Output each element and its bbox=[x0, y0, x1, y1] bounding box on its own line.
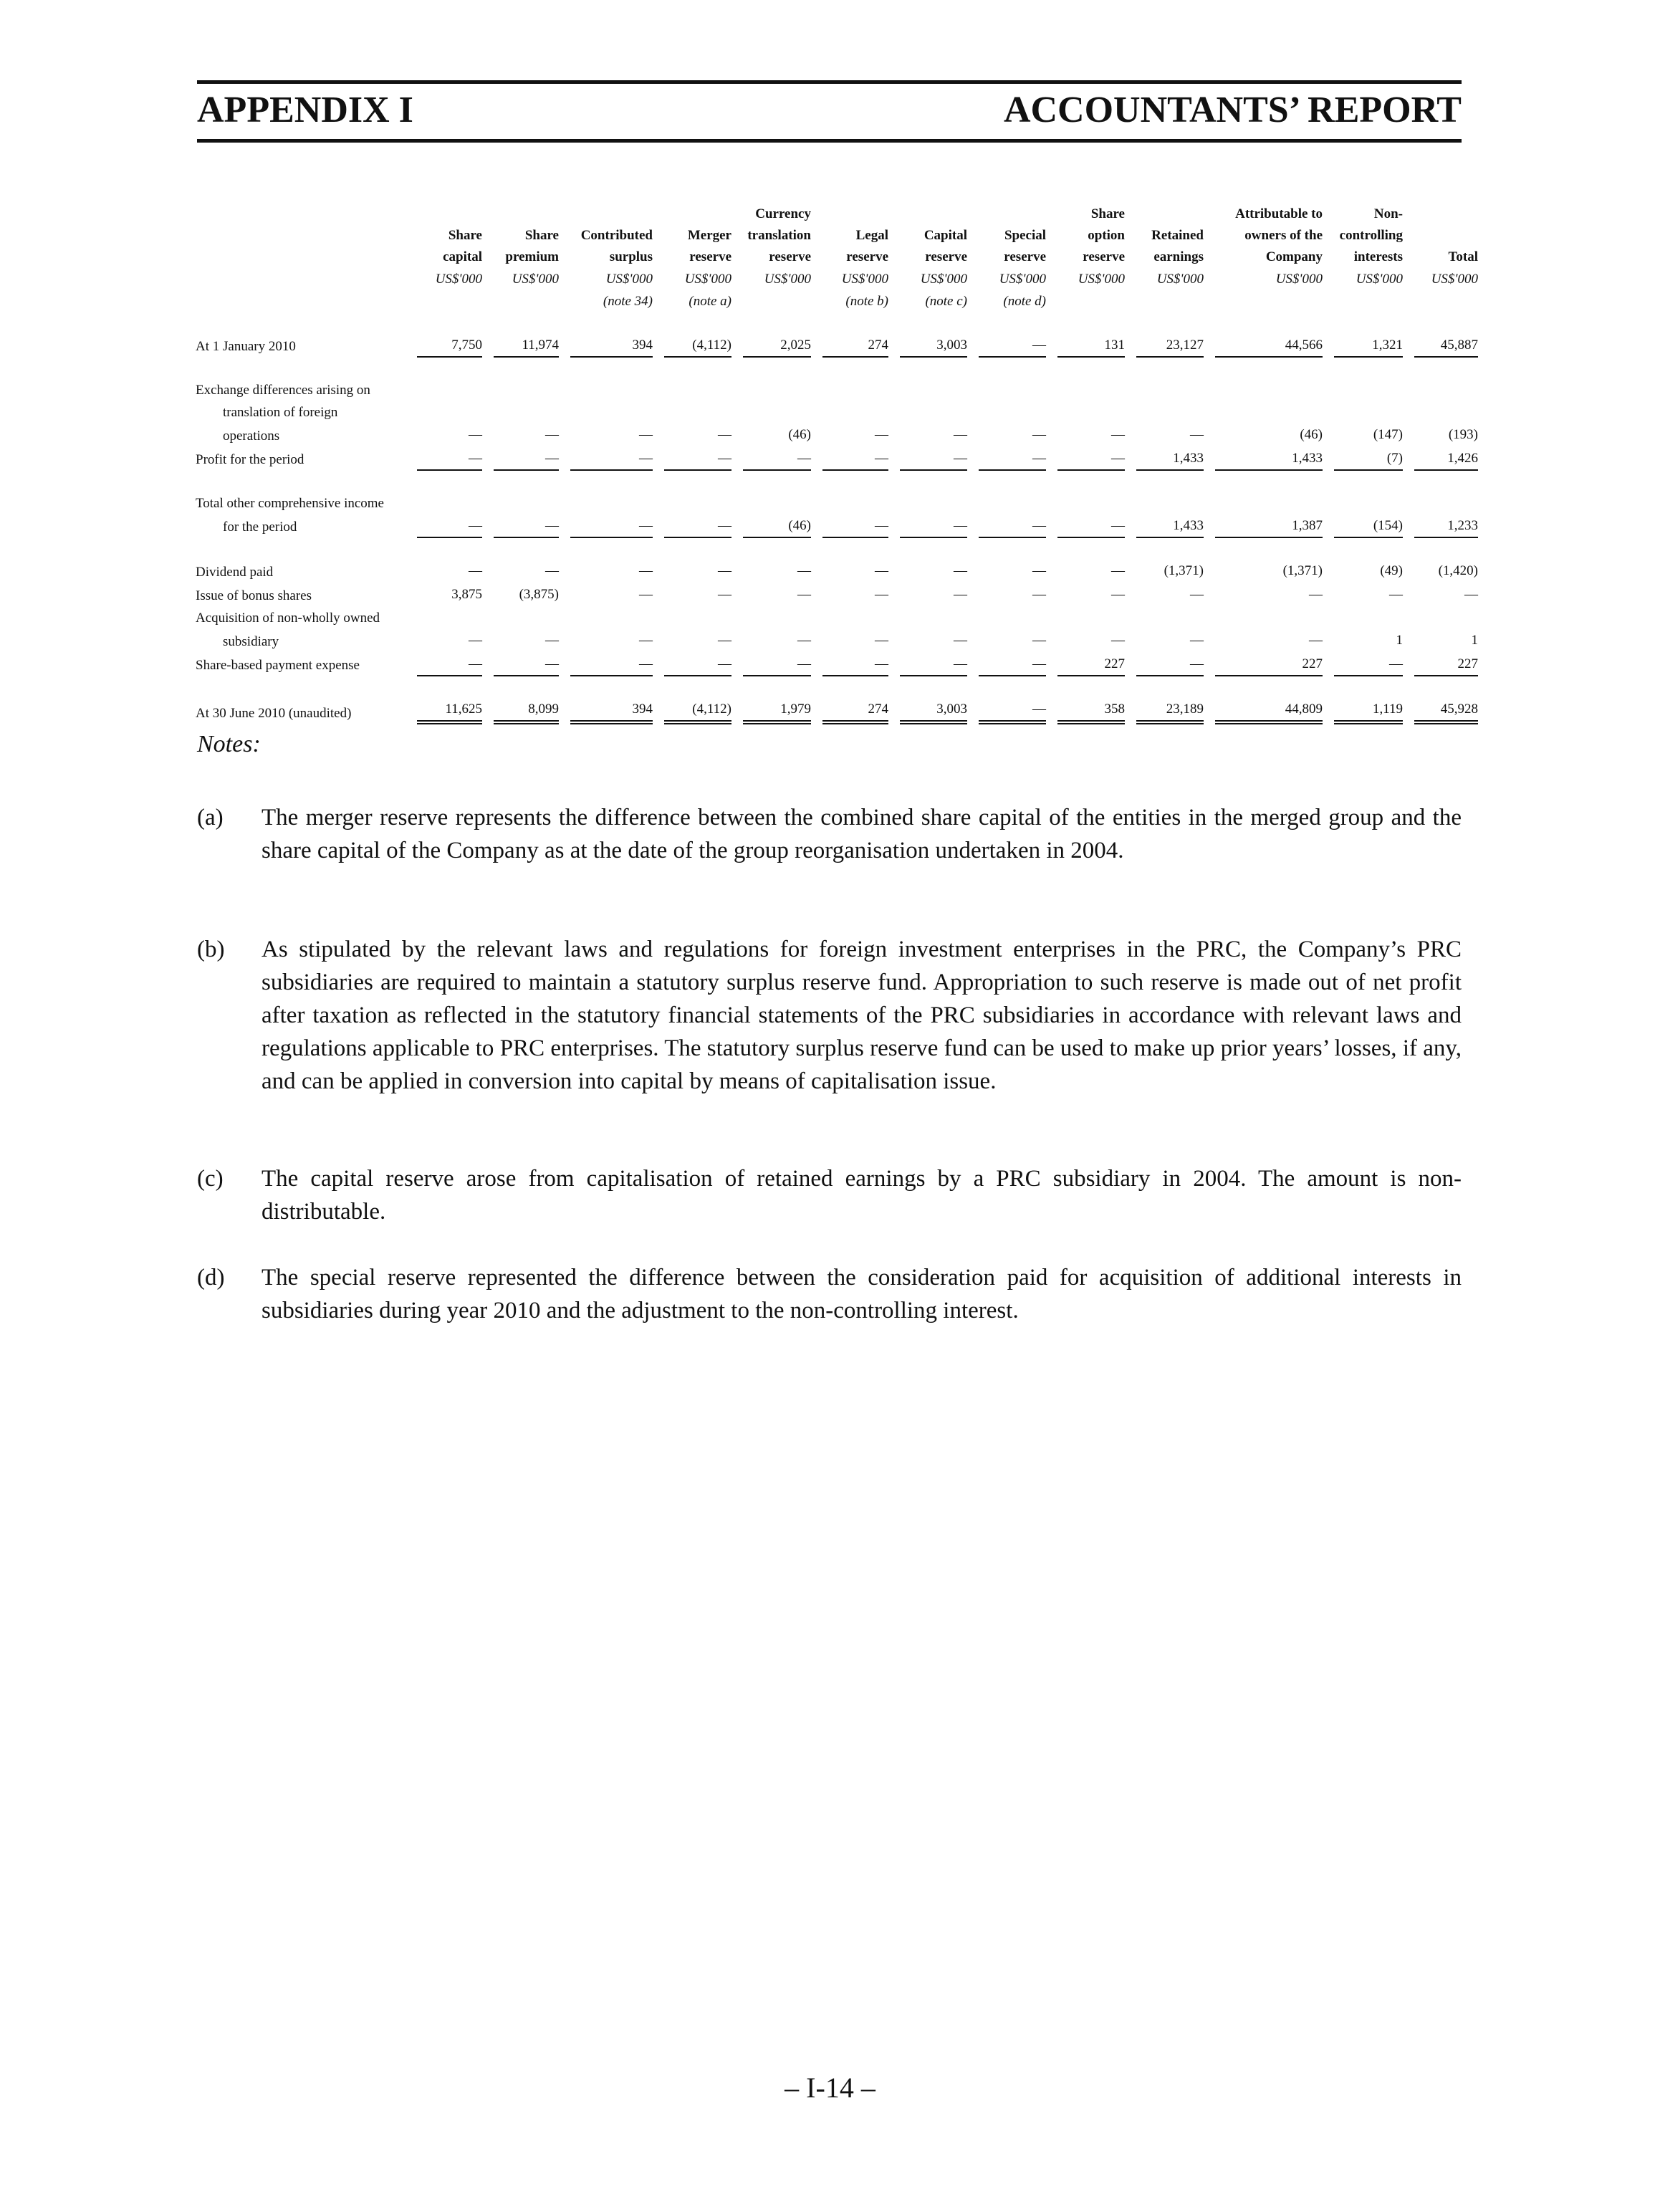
table-cell: (4,112) bbox=[653, 334, 731, 358]
table-cell: — bbox=[718, 427, 731, 442]
table-row-label-continuation bbox=[196, 492, 1478, 514]
table-cell: — bbox=[1111, 633, 1125, 648]
column-header: Currency translation reserve bbox=[747, 206, 811, 264]
table-row bbox=[196, 334, 1478, 358]
table-cell: — bbox=[482, 514, 559, 538]
table-cell: 1,979 bbox=[731, 698, 811, 724]
table-cell: — bbox=[797, 563, 811, 578]
table-cell: 1 bbox=[1396, 633, 1403, 648]
table-cell: 23,189 bbox=[1125, 698, 1204, 724]
table-row-label-continuation bbox=[196, 401, 1478, 423]
page-number: – I-14 – bbox=[785, 2072, 875, 2104]
note-ref: (note c) bbox=[925, 294, 967, 309]
table-cell: — bbox=[1464, 587, 1478, 602]
note-ref bbox=[1125, 290, 1204, 312]
table-cell: (1,371) bbox=[1164, 563, 1204, 578]
table-cell: — bbox=[653, 653, 731, 676]
unit-label: US$'000 bbox=[512, 272, 559, 287]
column-header: Merger reserve bbox=[687, 228, 731, 264]
table-cell: 1,433 bbox=[1125, 447, 1204, 471]
table-cell: 131 bbox=[1046, 334, 1125, 358]
table-cell: (1,371) bbox=[1282, 563, 1323, 578]
table-cell: — bbox=[718, 563, 731, 578]
table-cell: — bbox=[888, 447, 967, 471]
note-ref bbox=[482, 290, 559, 312]
table-cell: 394 bbox=[559, 698, 653, 724]
note-ref bbox=[731, 290, 811, 312]
table-cell: — bbox=[1111, 427, 1125, 442]
table-cell: — bbox=[888, 653, 967, 676]
report-title: ACCOUNTANTS’ REPORT bbox=[1003, 90, 1462, 130]
table-cell: — bbox=[954, 633, 967, 648]
note-tag: (a) bbox=[197, 805, 224, 830]
table-cell: — bbox=[954, 427, 967, 442]
table-cell: — bbox=[559, 447, 653, 471]
table-cell: — bbox=[1190, 633, 1204, 648]
column-header: Share premium bbox=[505, 228, 559, 264]
table-cell: — bbox=[639, 587, 653, 602]
table-cell: — bbox=[731, 447, 811, 471]
table-cell: — bbox=[875, 587, 888, 602]
unit-label: US$'000 bbox=[684, 272, 731, 287]
note-text: The special reserve represented the difference between the consideration paid for acquisition of additional interests in subsidiaries during year 2010 and the adjustment to the non-controlling interest. bbox=[262, 1265, 1462, 1323]
table-cell: — bbox=[406, 447, 482, 471]
unit-label: US$'000 bbox=[841, 272, 888, 287]
table-cell: 1 bbox=[1471, 633, 1478, 648]
unit-row bbox=[196, 268, 1478, 290]
table-cell: 227 bbox=[1046, 653, 1125, 676]
column-header: Share option reserve bbox=[1083, 206, 1125, 264]
row-label: Profit for the period bbox=[196, 452, 304, 467]
table-cell: 45,887 bbox=[1403, 334, 1478, 358]
top-rule bbox=[197, 80, 1462, 84]
table-cell: — bbox=[967, 447, 1046, 471]
column-header: Capital reserve bbox=[923, 228, 967, 264]
table-cell: — bbox=[1309, 633, 1323, 648]
row-label: for the period bbox=[223, 520, 297, 535]
column-header: Special reserve bbox=[1004, 228, 1046, 264]
note-tag: (b) bbox=[197, 937, 225, 962]
row-label: At 1 January 2010 bbox=[196, 339, 296, 354]
table-cell: — bbox=[469, 633, 482, 648]
table-cell: — bbox=[1323, 653, 1403, 676]
note-tag: (c) bbox=[197, 1166, 224, 1192]
table-cell: 45,928 bbox=[1403, 698, 1478, 724]
table-cell: — bbox=[406, 653, 482, 676]
stub-header bbox=[196, 204, 406, 268]
table-cell: (46) bbox=[1300, 427, 1323, 442]
spacer-row bbox=[196, 358, 1478, 379]
table-cell: — bbox=[1190, 427, 1204, 442]
table-cell: (154) bbox=[1323, 514, 1403, 538]
table-cell: 7,750 bbox=[406, 334, 482, 358]
table-cell: 274 bbox=[811, 698, 888, 724]
table-cell: — bbox=[545, 633, 559, 648]
unit-label: US$'000 bbox=[1431, 272, 1478, 287]
unit-label: US$'000 bbox=[1156, 272, 1204, 287]
column-header: Contributed surplus bbox=[580, 228, 653, 264]
table-cell: — bbox=[954, 563, 967, 578]
table-cell: — bbox=[1125, 653, 1204, 676]
table-cell: (49) bbox=[1380, 563, 1403, 578]
table-cell: — bbox=[559, 514, 653, 538]
table-row-label-continuation bbox=[196, 379, 1478, 401]
table-cell: — bbox=[639, 427, 653, 442]
note-text: As stipulated by the relevant laws and regulations for foreign investment enterprises in the PRC, the Company’s PRC subsidiaries are required to maintain a statutory surplus reserve fund. Appropriation to such reserve is made out of net profit after taxation as reflected in the statutory financial statements of the PRC subsidiaries in accordance with relevant laws and regulations applicable to PRC enterprises. The statutory surplus reserve fund can be used to make up prior years’ losses, if any, and can be applied in conversion into capital by means of capitalisation issue. bbox=[262, 937, 1462, 1094]
unit-label: US$'000 bbox=[999, 272, 1046, 287]
row-label: Dividend paid bbox=[196, 565, 274, 580]
row-label: At 30 June 2010 (unaudited) bbox=[196, 706, 352, 721]
table-cell: — bbox=[888, 514, 967, 538]
table-row bbox=[196, 698, 1478, 724]
table-cell: (46) bbox=[731, 514, 811, 538]
note-tag: (d) bbox=[197, 1265, 225, 1291]
table-body bbox=[196, 312, 1478, 724]
table-cell: — bbox=[1111, 563, 1125, 578]
table-cell: 227 bbox=[1403, 653, 1478, 676]
table-cell: — bbox=[469, 427, 482, 442]
note-ref bbox=[1403, 290, 1478, 312]
table-cell: 1,233 bbox=[1403, 514, 1478, 538]
table-cell: — bbox=[482, 447, 559, 471]
table-cell: 3,875 bbox=[451, 587, 482, 602]
table-cell: 8,099 bbox=[482, 698, 559, 724]
table-row bbox=[196, 514, 1478, 538]
row-label: Total other comprehensive income bbox=[196, 496, 384, 511]
table-cell: (7) bbox=[1323, 447, 1403, 471]
column-header: Attributable to owners of the Company bbox=[1235, 206, 1323, 264]
table-cell: — bbox=[545, 563, 559, 578]
table-cell: — bbox=[653, 514, 731, 538]
table-cell: — bbox=[1046, 514, 1125, 538]
table-cell: 1,426 bbox=[1403, 447, 1478, 471]
table-cell: — bbox=[811, 514, 888, 538]
table-cell: — bbox=[875, 563, 888, 578]
row-label: Exchange differences arising on bbox=[196, 383, 370, 398]
note-text: The merger reserve represents the difference between the combined share capital of the entities in the merged group and the share capital of the Company as at the date of the group reorganisation undertaken in 2004. bbox=[262, 805, 1462, 863]
table-cell: — bbox=[718, 633, 731, 648]
table-row bbox=[196, 629, 1478, 653]
unit-label: US$'000 bbox=[920, 272, 967, 287]
table-cell: 23,127 bbox=[1125, 334, 1204, 358]
table-cell: (46) bbox=[788, 427, 811, 442]
table-cell: — bbox=[967, 514, 1046, 538]
table-cell: — bbox=[1309, 587, 1323, 602]
table-row bbox=[196, 560, 1478, 583]
note-ref: (note a) bbox=[689, 294, 731, 309]
table-cell: 1,387 bbox=[1204, 514, 1323, 538]
table-cell: — bbox=[1046, 447, 1125, 471]
table-cell: (3,875) bbox=[519, 587, 559, 602]
table-cell: — bbox=[406, 514, 482, 538]
table-cell: — bbox=[469, 563, 482, 578]
column-header: Share capital bbox=[443, 228, 482, 264]
table-row bbox=[196, 653, 1478, 676]
appendix-title: APPENDIX I bbox=[197, 90, 413, 130]
header-rule bbox=[197, 139, 1462, 143]
table-cell: (1,420) bbox=[1438, 563, 1478, 578]
table-cell: — bbox=[482, 653, 559, 676]
table-cell: 1,321 bbox=[1323, 334, 1403, 358]
table-cell: — bbox=[653, 447, 731, 471]
unit-label: US$'000 bbox=[605, 272, 653, 287]
table-cell: — bbox=[967, 698, 1046, 724]
table-cell: 274 bbox=[811, 334, 888, 358]
spacer-row bbox=[196, 312, 1478, 334]
column-header: Non- controlling interests bbox=[1339, 206, 1403, 264]
table-cell: — bbox=[967, 653, 1046, 676]
table-cell: — bbox=[639, 633, 653, 648]
note-ref bbox=[1046, 290, 1125, 312]
table-cell: 11,625 bbox=[406, 698, 482, 724]
table-cell: — bbox=[1032, 633, 1046, 648]
note-text: The capital reserve arose from capitalisation of retained earnings by a PRC subsidiary in 2004. The amount is non-distributable. bbox=[262, 1166, 1462, 1225]
spacer-row bbox=[196, 676, 1478, 698]
table-cell: (193) bbox=[1448, 427, 1478, 442]
table-cell: — bbox=[1111, 587, 1125, 602]
table-cell: — bbox=[797, 633, 811, 648]
table-header-row bbox=[196, 204, 1478, 268]
note-ref bbox=[1323, 290, 1403, 312]
table-row bbox=[196, 447, 1478, 471]
table-cell: — bbox=[954, 587, 967, 602]
note-ref-row bbox=[196, 290, 1478, 312]
unit-label: US$'000 bbox=[1356, 272, 1403, 287]
table-cell: — bbox=[718, 587, 731, 602]
table-cell: 227 bbox=[1204, 653, 1323, 676]
note-ref: (note 34) bbox=[603, 294, 653, 309]
row-label: Acquisition of non-wholly owned bbox=[196, 611, 380, 626]
row-label: subsidiary bbox=[223, 634, 279, 649]
table-row bbox=[196, 423, 1478, 447]
notes-title: Notes: bbox=[197, 731, 261, 757]
table-cell: — bbox=[797, 587, 811, 602]
note-ref bbox=[406, 290, 482, 312]
unit-label: US$'000 bbox=[1275, 272, 1323, 287]
table-cell: — bbox=[559, 653, 653, 676]
unit-label: US$'000 bbox=[764, 272, 811, 287]
table-cell: — bbox=[545, 427, 559, 442]
table-cell: 2,025 bbox=[731, 334, 811, 358]
equity-statement-table bbox=[196, 204, 1478, 724]
table-cell: 3,003 bbox=[888, 334, 967, 358]
table-cell: 394 bbox=[559, 334, 653, 358]
table-cell: — bbox=[875, 633, 888, 648]
table-cell: 11,974 bbox=[482, 334, 559, 358]
table-cell: 44,809 bbox=[1204, 698, 1323, 724]
row-label: Share-based payment expense bbox=[196, 658, 360, 673]
row-label: translation of foreign bbox=[223, 405, 338, 420]
column-header: Legal reserve bbox=[846, 228, 888, 264]
note-ref bbox=[1204, 290, 1323, 312]
unit-label: US$'000 bbox=[435, 272, 482, 287]
table-cell: — bbox=[731, 653, 811, 676]
table-cell: — bbox=[639, 563, 653, 578]
row-label: operations bbox=[223, 428, 280, 444]
table-cell: 1,433 bbox=[1204, 447, 1323, 471]
page-header bbox=[197, 89, 1462, 139]
note-ref: (note b) bbox=[845, 294, 888, 309]
row-label: Issue of bonus shares bbox=[196, 588, 312, 603]
table-cell: 1,433 bbox=[1125, 514, 1204, 538]
table-cell: 3,003 bbox=[888, 698, 967, 724]
table-cell: (147) bbox=[1373, 427, 1403, 442]
table-row bbox=[196, 583, 1478, 607]
table-cell: — bbox=[967, 334, 1046, 358]
table-cell: 1,119 bbox=[1323, 698, 1403, 724]
table-cell: 358 bbox=[1046, 698, 1125, 724]
unit-label: US$'000 bbox=[1078, 272, 1125, 287]
table-cell: — bbox=[875, 427, 888, 442]
table-cell: — bbox=[1032, 587, 1046, 602]
note-ref: (note d) bbox=[1003, 294, 1046, 309]
table-cell: — bbox=[1190, 587, 1204, 602]
table-cell: 44,566 bbox=[1204, 334, 1323, 358]
table-cell: — bbox=[811, 653, 888, 676]
column-header: Retained earnings bbox=[1151, 228, 1204, 264]
spacer-row bbox=[196, 538, 1478, 560]
table-cell: — bbox=[1032, 427, 1046, 442]
table-row-label-continuation bbox=[196, 607, 1478, 629]
spacer-row bbox=[196, 471, 1478, 492]
table-cell: — bbox=[811, 447, 888, 471]
table-cell: (4,112) bbox=[653, 698, 731, 724]
table-cell: — bbox=[1389, 587, 1403, 602]
column-header: Total bbox=[1448, 249, 1478, 264]
table-cell: — bbox=[1032, 563, 1046, 578]
